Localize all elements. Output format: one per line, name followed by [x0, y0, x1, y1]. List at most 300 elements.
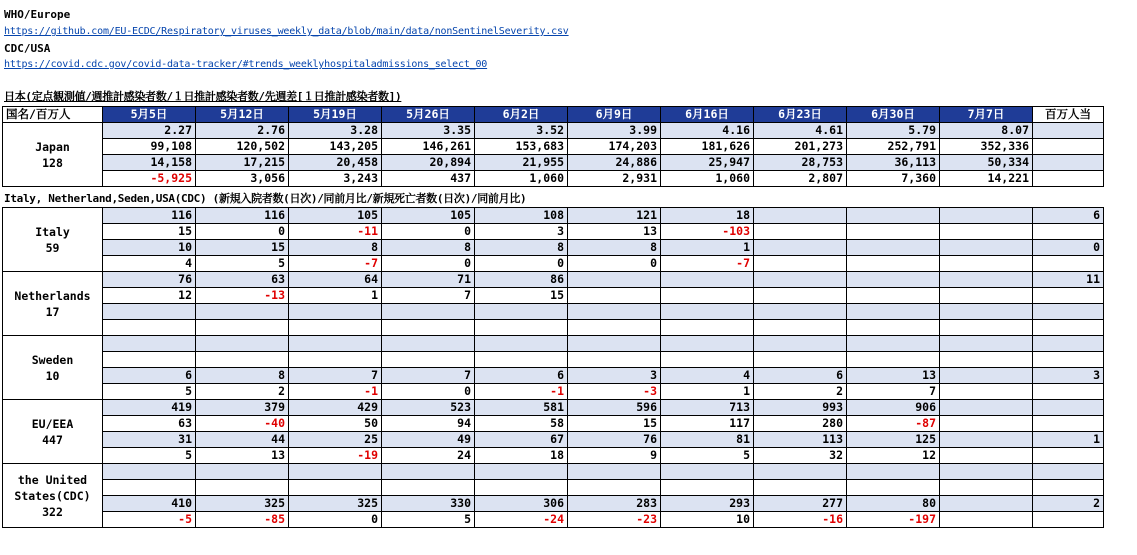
- date-header: 6月16日: [661, 107, 754, 123]
- country-name-cell: [3, 400, 103, 464]
- value-cell: [754, 224, 847, 240]
- value-cell: [475, 304, 568, 320]
- japan-header-row: [3, 107, 1104, 123]
- value-cell: 153,683: [475, 139, 568, 155]
- table-row: [3, 304, 1104, 320]
- value-cell: [568, 352, 661, 368]
- value-cell: 0: [382, 224, 475, 240]
- value-cell: [940, 432, 1033, 448]
- value-cell: 410: [103, 496, 196, 512]
- country-population: 17: [45, 304, 60, 319]
- value-cell: [196, 336, 289, 352]
- value-cell: [847, 464, 940, 480]
- value-cell: 7: [289, 368, 382, 384]
- per-million-cell: [1033, 336, 1104, 352]
- value-cell: [196, 480, 289, 496]
- value-cell: 67: [475, 432, 568, 448]
- value-cell: [475, 336, 568, 352]
- per-million-cell: [1033, 123, 1104, 139]
- value-cell: 283: [568, 496, 661, 512]
- value-cell: [661, 320, 754, 336]
- value-cell: 1,060: [475, 171, 568, 187]
- value-cell: [847, 352, 940, 368]
- value-cell: -197: [847, 512, 940, 528]
- value-cell: 2: [196, 384, 289, 400]
- date-header: 5月12日: [196, 107, 289, 123]
- value-cell: -16: [754, 512, 847, 528]
- value-cell: -5: [103, 512, 196, 528]
- value-cell: 325: [289, 496, 382, 512]
- value-cell: -19: [289, 448, 382, 464]
- per-million-cell: 6: [1033, 208, 1104, 224]
- value-cell: 906: [847, 400, 940, 416]
- per-million-cell: 11: [1033, 272, 1104, 288]
- value-cell: 8: [289, 240, 382, 256]
- value-cell: 12: [847, 448, 940, 464]
- table-row: [3, 240, 1104, 256]
- value-cell: [847, 480, 940, 496]
- value-cell: [940, 384, 1033, 400]
- value-cell: [940, 400, 1033, 416]
- value-cell: 7: [847, 384, 940, 400]
- value-cell: [289, 352, 382, 368]
- country-name: Japan: [35, 139, 70, 154]
- table-row: [3, 256, 1104, 272]
- value-cell: 1: [661, 384, 754, 400]
- value-cell: [382, 464, 475, 480]
- value-cell: [196, 320, 289, 336]
- value-cell: 3.35: [382, 123, 475, 139]
- value-cell: 86: [475, 272, 568, 288]
- value-cell: [754, 256, 847, 272]
- per-million-cell: [1033, 139, 1104, 155]
- value-cell: 7: [382, 288, 475, 304]
- value-cell: 143,205: [289, 139, 382, 155]
- value-cell: 993: [754, 400, 847, 416]
- table-row: [3, 208, 1104, 224]
- value-cell: 116: [103, 208, 196, 224]
- date-header: 7月7日: [940, 107, 1033, 123]
- country-name: Italy: [35, 224, 70, 239]
- value-cell: [382, 352, 475, 368]
- per-million-cell: 2: [1033, 496, 1104, 512]
- value-cell: [940, 288, 1033, 304]
- value-cell: 4: [661, 368, 754, 384]
- value-cell: 32: [754, 448, 847, 464]
- value-cell: 0: [196, 224, 289, 240]
- value-cell: 5: [661, 448, 754, 464]
- table-row: [3, 171, 1104, 187]
- value-cell: 15: [196, 240, 289, 256]
- value-cell: 15: [475, 288, 568, 304]
- value-cell: 121: [568, 208, 661, 224]
- table-row: [3, 464, 1104, 480]
- table-row: [3, 368, 1104, 384]
- value-cell: [103, 480, 196, 496]
- value-cell: -23: [568, 512, 661, 528]
- country-population: 447: [42, 432, 63, 447]
- value-cell: [940, 240, 1033, 256]
- value-cell: -13: [196, 288, 289, 304]
- value-cell: 6: [103, 368, 196, 384]
- value-cell: 0: [568, 256, 661, 272]
- value-cell: [754, 480, 847, 496]
- value-cell: [289, 464, 382, 480]
- value-cell: [661, 352, 754, 368]
- value-cell: [382, 336, 475, 352]
- value-cell: 14,158: [103, 155, 196, 171]
- value-cell: 105: [382, 208, 475, 224]
- date-header: 6月2日: [475, 107, 568, 123]
- value-cell: [568, 464, 661, 480]
- value-cell: [940, 336, 1033, 352]
- per-million-cell: 0: [1033, 240, 1104, 256]
- source-label-cdc: CDC/USA: [4, 42, 51, 55]
- per-million-cell: [1033, 155, 1104, 171]
- value-cell: [847, 320, 940, 336]
- value-cell: [847, 336, 940, 352]
- value-cell: [940, 272, 1033, 288]
- value-cell: 325: [196, 496, 289, 512]
- date-header: 5月19日: [289, 107, 382, 123]
- per-million-cell: [1033, 304, 1104, 320]
- per-million-cell: [1033, 448, 1104, 464]
- value-cell: 5.79: [847, 123, 940, 139]
- value-cell: 1,060: [661, 171, 754, 187]
- value-cell: [940, 512, 1033, 528]
- country-name-cell: [3, 208, 103, 272]
- value-cell: 1: [289, 288, 382, 304]
- value-cell: [475, 480, 568, 496]
- value-cell: 99,108: [103, 139, 196, 155]
- value-cell: 0: [289, 512, 382, 528]
- value-cell: 174,203: [568, 139, 661, 155]
- value-cell: 5: [196, 256, 289, 272]
- value-cell: [754, 320, 847, 336]
- value-cell: [661, 304, 754, 320]
- country-name: EU/EEA: [31, 416, 74, 431]
- value-cell: 8: [568, 240, 661, 256]
- value-cell: 252,791: [847, 139, 940, 155]
- value-cell: 120,502: [196, 139, 289, 155]
- value-cell: 63: [103, 416, 196, 432]
- value-cell: [847, 288, 940, 304]
- value-cell: [289, 304, 382, 320]
- per-million-cell: [1033, 256, 1104, 272]
- value-cell: 28,753: [754, 155, 847, 171]
- per-million-cell: 3: [1033, 368, 1104, 384]
- value-cell: 437: [382, 171, 475, 187]
- value-cell: -7: [661, 256, 754, 272]
- value-cell: 581: [475, 400, 568, 416]
- value-cell: 429: [289, 400, 382, 416]
- country-name-cell: [3, 336, 103, 400]
- value-cell: [196, 464, 289, 480]
- value-cell: 81: [661, 432, 754, 448]
- per-million-cell: [1033, 288, 1104, 304]
- value-cell: 105: [289, 208, 382, 224]
- value-cell: [475, 320, 568, 336]
- value-cell: 117: [661, 416, 754, 432]
- value-cell: 596: [568, 400, 661, 416]
- date-header: 6月23日: [754, 107, 847, 123]
- value-cell: 0: [382, 384, 475, 400]
- value-cell: [103, 336, 196, 352]
- value-cell: 108: [475, 208, 568, 224]
- value-cell: 15: [103, 224, 196, 240]
- value-cell: 10: [103, 240, 196, 256]
- per-million-cell: [1033, 384, 1104, 400]
- value-cell: 523: [382, 400, 475, 416]
- country-name-cell: [3, 123, 103, 187]
- table-row: [3, 480, 1104, 496]
- value-cell: 5: [382, 512, 475, 528]
- value-cell: 713: [661, 400, 754, 416]
- value-cell: [940, 224, 1033, 240]
- per-million-cell: [1033, 224, 1104, 240]
- country-name: Sweden: [31, 352, 74, 367]
- value-cell: 7,360: [847, 171, 940, 187]
- value-cell: 12: [103, 288, 196, 304]
- value-cell: [196, 304, 289, 320]
- value-cell: 0: [382, 256, 475, 272]
- value-cell: -103: [661, 224, 754, 240]
- value-cell: [847, 224, 940, 240]
- value-cell: 330: [382, 496, 475, 512]
- value-cell: 24: [382, 448, 475, 464]
- value-cell: 50: [289, 416, 382, 432]
- source-label-who: WHO/Europe: [4, 8, 71, 21]
- country-name: the United States(CDC): [14, 472, 91, 503]
- value-cell: 76: [103, 272, 196, 288]
- value-cell: [847, 272, 940, 288]
- value-cell: 10: [661, 512, 754, 528]
- value-cell: [940, 368, 1033, 384]
- table-row: [3, 448, 1104, 464]
- value-cell: 17,215: [196, 155, 289, 171]
- per-million-cell: 1: [1033, 432, 1104, 448]
- value-cell: 44: [196, 432, 289, 448]
- value-cell: -24: [475, 512, 568, 528]
- table-row: [3, 432, 1104, 448]
- table-row: [3, 139, 1104, 155]
- per-million-cell: [1033, 416, 1104, 432]
- value-cell: 3.99: [568, 123, 661, 139]
- value-cell: 8.07: [940, 123, 1033, 139]
- value-cell: [568, 304, 661, 320]
- value-cell: 18: [475, 448, 568, 464]
- value-cell: 24,886: [568, 155, 661, 171]
- table-row: [3, 400, 1104, 416]
- value-cell: [568, 272, 661, 288]
- value-cell: 94: [382, 416, 475, 432]
- value-cell: 6: [475, 368, 568, 384]
- value-cell: 18: [661, 208, 754, 224]
- value-cell: 21,955: [475, 155, 568, 171]
- value-cell: [568, 288, 661, 304]
- value-cell: [754, 272, 847, 288]
- value-cell: 379: [196, 400, 289, 416]
- table-row: [3, 288, 1104, 304]
- value-cell: 5: [103, 384, 196, 400]
- value-cell: [103, 464, 196, 480]
- value-cell: 293: [661, 496, 754, 512]
- value-cell: 4.61: [754, 123, 847, 139]
- value-cell: [847, 240, 940, 256]
- value-cell: [940, 352, 1033, 368]
- value-cell: 63: [196, 272, 289, 288]
- source-link-who[interactable]: https://github.com/EU-ECDC/Respiratory_viruses_weekly_data/blob/main/data/nonSentinelSeverity.csv: [4, 26, 569, 37]
- per-million-header: 百万人当: [1033, 107, 1104, 123]
- table-row: [3, 416, 1104, 432]
- corner-header: 国名/百万人: [3, 107, 103, 123]
- value-cell: 25,947: [661, 155, 754, 171]
- value-cell: [289, 480, 382, 496]
- value-cell: [754, 304, 847, 320]
- value-cell: -3: [568, 384, 661, 400]
- table-row: [3, 155, 1104, 171]
- value-cell: -7: [289, 256, 382, 272]
- date-header: 6月30日: [847, 107, 940, 123]
- value-cell: 31: [103, 432, 196, 448]
- table-row: [3, 496, 1104, 512]
- value-cell: 116: [196, 208, 289, 224]
- value-cell: 80: [847, 496, 940, 512]
- date-header: 5月26日: [382, 107, 475, 123]
- value-cell: 8: [196, 368, 289, 384]
- value-cell: 3: [475, 224, 568, 240]
- value-cell: [940, 496, 1033, 512]
- value-cell: 6: [754, 368, 847, 384]
- value-cell: [661, 288, 754, 304]
- value-cell: [940, 448, 1033, 464]
- value-cell: [103, 352, 196, 368]
- value-cell: 15: [568, 416, 661, 432]
- value-cell: 8: [382, 240, 475, 256]
- country-name-cell: [3, 464, 103, 528]
- country-population: 128: [42, 155, 63, 170]
- value-cell: [940, 208, 1033, 224]
- value-cell: -85: [196, 512, 289, 528]
- value-cell: 277: [754, 496, 847, 512]
- value-cell: [475, 352, 568, 368]
- value-cell: [847, 256, 940, 272]
- value-cell: 3,243: [289, 171, 382, 187]
- value-cell: [568, 480, 661, 496]
- value-cell: [940, 416, 1033, 432]
- value-cell: 5: [103, 448, 196, 464]
- value-cell: [382, 320, 475, 336]
- per-million-cell: [1033, 480, 1104, 496]
- value-cell: 13: [568, 224, 661, 240]
- per-million-cell: [1033, 171, 1104, 187]
- country-name-cell: [3, 272, 103, 336]
- other-section-title: Italy, Netherland,Seden,USA(CDC) (新規入院者数(日次)/同前月比/新規死亡者数(日次)/同前月比): [4, 192, 527, 205]
- value-cell: 352,336: [940, 139, 1033, 155]
- value-cell: -40: [196, 416, 289, 432]
- value-cell: [661, 336, 754, 352]
- table-row: [3, 123, 1104, 139]
- value-cell: 49: [382, 432, 475, 448]
- value-cell: 58: [475, 416, 568, 432]
- value-cell: 201,273: [754, 139, 847, 155]
- value-cell: 20,894: [382, 155, 475, 171]
- value-cell: 2.76: [196, 123, 289, 139]
- country-population: 322: [42, 504, 63, 519]
- value-cell: -87: [847, 416, 940, 432]
- value-cell: [940, 304, 1033, 320]
- value-cell: 2,931: [568, 171, 661, 187]
- table-row: [3, 224, 1104, 240]
- value-cell: 25: [289, 432, 382, 448]
- per-million-cell: [1033, 320, 1104, 336]
- value-cell: [661, 480, 754, 496]
- value-cell: 71: [382, 272, 475, 288]
- value-cell: 280: [754, 416, 847, 432]
- value-cell: [754, 208, 847, 224]
- per-million-cell: [1033, 512, 1104, 528]
- value-cell: [289, 320, 382, 336]
- value-cell: 7: [382, 368, 475, 384]
- value-cell: 50,334: [940, 155, 1033, 171]
- value-cell: [754, 336, 847, 352]
- value-cell: 306: [475, 496, 568, 512]
- value-cell: [103, 320, 196, 336]
- source-link-cdc[interactable]: https://covid.cdc.gov/covid-data-tracker/#trends_weeklyhospitaladmissions_select_00: [4, 59, 488, 70]
- value-cell: [940, 320, 1033, 336]
- value-cell: -11: [289, 224, 382, 240]
- value-cell: 76: [568, 432, 661, 448]
- value-cell: [382, 480, 475, 496]
- value-cell: [103, 304, 196, 320]
- value-cell: 181,626: [661, 139, 754, 155]
- value-cell: 0: [475, 256, 568, 272]
- value-cell: -5,925: [103, 171, 196, 187]
- value-cell: 3.52: [475, 123, 568, 139]
- japan-table: [2, 106, 1104, 187]
- value-cell: [382, 304, 475, 320]
- value-cell: 13: [847, 368, 940, 384]
- value-cell: 64: [289, 272, 382, 288]
- value-cell: [754, 288, 847, 304]
- value-cell: 3,056: [196, 171, 289, 187]
- table-row: [3, 352, 1104, 368]
- japan-section-title: 日本(定点観測値/週推計感染者数/１日推計感染者数/先週差[１日推計感染者数]): [4, 90, 402, 103]
- country-population: 10: [45, 368, 60, 383]
- value-cell: 2.27: [103, 123, 196, 139]
- date-header: 5月5日: [103, 107, 196, 123]
- value-cell: 3.28: [289, 123, 382, 139]
- value-cell: 2,807: [754, 171, 847, 187]
- table-row: [3, 512, 1104, 528]
- value-cell: 125: [847, 432, 940, 448]
- value-cell: [847, 208, 940, 224]
- table-row: [3, 272, 1104, 288]
- table-row: [3, 336, 1104, 352]
- value-cell: [940, 480, 1033, 496]
- value-cell: -1: [475, 384, 568, 400]
- value-cell: -1: [289, 384, 382, 400]
- per-million-cell: [1033, 352, 1104, 368]
- countries-table: [2, 207, 1104, 528]
- value-cell: [661, 464, 754, 480]
- value-cell: [568, 336, 661, 352]
- value-cell: [196, 352, 289, 368]
- value-cell: [940, 256, 1033, 272]
- value-cell: 2: [754, 384, 847, 400]
- per-million-cell: [1033, 464, 1104, 480]
- value-cell: 8: [475, 240, 568, 256]
